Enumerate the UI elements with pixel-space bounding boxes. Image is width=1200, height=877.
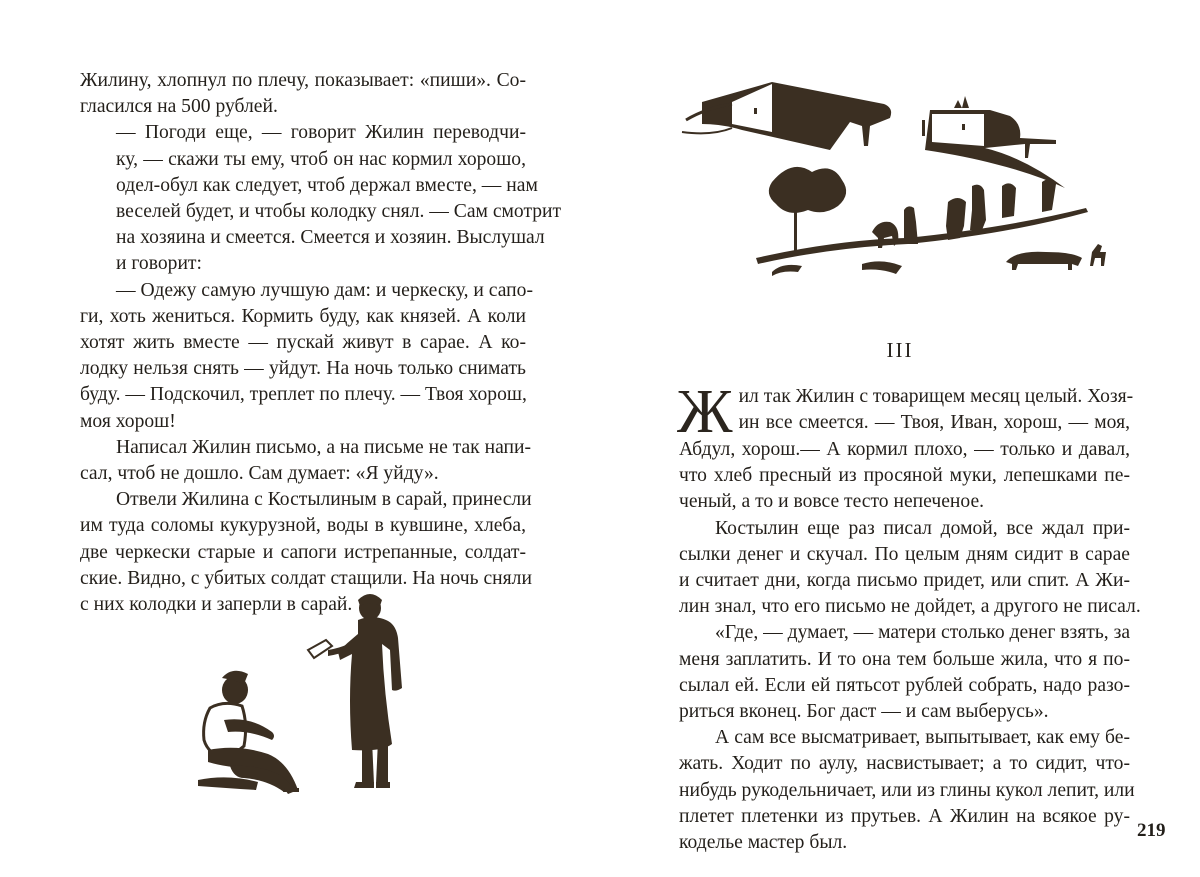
drop-cap: Ж [677,378,733,446]
text-line: — Погоди еще, — говорит Жилин переводчи- [116,122,526,144]
right-page-text [677,378,1141,856]
text-line: плетет плетенки из прутьев. А Жилин на всякое ру- [679,805,1130,827]
text-line: одел-обул как следует, чтоб держал вместе, — нам [116,174,538,196]
paragraph [80,435,532,487]
text-line: — Одежу самую лучшую дам: и черкеску, и сапо- [116,279,533,301]
text-line: гласился на 500 рублей. [80,96,278,118]
text-line: сылки денег и скучал. По целым дням сидит в сарае [679,543,1130,565]
text-line: Костылин еще раз писал домой, все ждал при- [715,517,1130,539]
text-line: ские. Видно, с убитых солдат стащили. На ночь сняли [80,567,532,589]
text-line: сылал ей. Если ей пятьсот рублей собрать, надо разо- [679,674,1130,696]
text-line: ку, — скажи ты ему, чтоб он нас кормил хорошо, [116,148,526,170]
text-line: сал, чтоб не дошло. Сам думает: «Я уйду». [80,463,439,485]
paragraph [679,516,1141,621]
text-line: ги, хоть жениться. Кормить буду, как князей. А коли [80,305,526,327]
right-page [600,0,1200,877]
paragraph [80,278,533,435]
text-line: нибудь рукодельничает, или из глины кукол лепит, или [679,779,1135,801]
text-line: ченый, а то и вовсе тесто непеченое. [679,491,985,513]
text-line: и говорит: [116,253,202,275]
text-line: Абдул, хорош.— А кормил плохо, — только и давал, [679,439,1130,460]
text-line: жать. Ходит по аулу, насвистывает; а то сидит, что- [679,753,1130,775]
paragraph [80,120,562,277]
left-page-text [80,68,562,618]
text-line: лодку нельзя снять — уйдут. На ночь только снимать [80,358,526,380]
text-line: две черкески старые и сапоги истрепанные, солдат- [80,541,526,563]
text-line: Жилину, хлопнул по плечу, показывает: «пиши». Со- [80,70,526,91]
text-line: Написал Жилин письмо, а на письме не так напи- [116,436,532,458]
text-line: риться вконец. Бог даст — и сам выберусь». [679,701,1049,723]
paragraph [679,620,1130,725]
text-line: им туда соломы кукурузной, воды в кувшине, хлеба, [80,515,526,537]
illustration-village-icon [672,62,1112,287]
paragraph [677,378,1134,516]
text-line: моя хорош! [80,410,176,432]
text-line: веселей будет, и чтобы колодку снял. — Сам смотрит [116,201,562,223]
illustration-captives-icon [190,590,430,800]
chapter-number: III [886,338,914,362]
text-line: ил так Жилин с товарищем месяц целый. Хозя- [738,386,1134,407]
text-line: хотят жить вместе — пускай живут в сарае. А ко- [80,332,526,354]
text-line: Отвели Жилина с Костылиным в сарай, принесли [116,489,532,511]
text-line: буду. — Подскочил, треплет по плечу. — Твоя хорош, [80,384,527,406]
text-line: «Где, — думает, — матери столько денег взять, за [715,622,1131,644]
text-line: что хлеб пресный из просяной муки, лепешками пе- [679,465,1130,487]
text-line: и считает дни, когда письмо придет, или спит. А Жи- [679,570,1130,592]
paragraph [679,725,1135,856]
text-line: меня заплатить. И то она тем больше жила, что я по- [679,648,1130,670]
page-number: 219 [1137,820,1166,841]
paragraph [80,68,526,120]
text-line: с них колодки и заперли в сарай. [80,594,353,616]
text-line: лин знал, что его письмо не дойдет, а другого не писал. [679,596,1141,618]
text-line: на хозяина и смеется. Смеется и хозяин. Выслушал [116,227,545,249]
text-line: ин все смеется. — Твоя, Иван, хорош, — моя, [738,412,1130,434]
text-line: коделье мастер был. [679,832,848,854]
text-line: А сам все высматривает, выпытывает, как ему бе- [715,727,1130,749]
